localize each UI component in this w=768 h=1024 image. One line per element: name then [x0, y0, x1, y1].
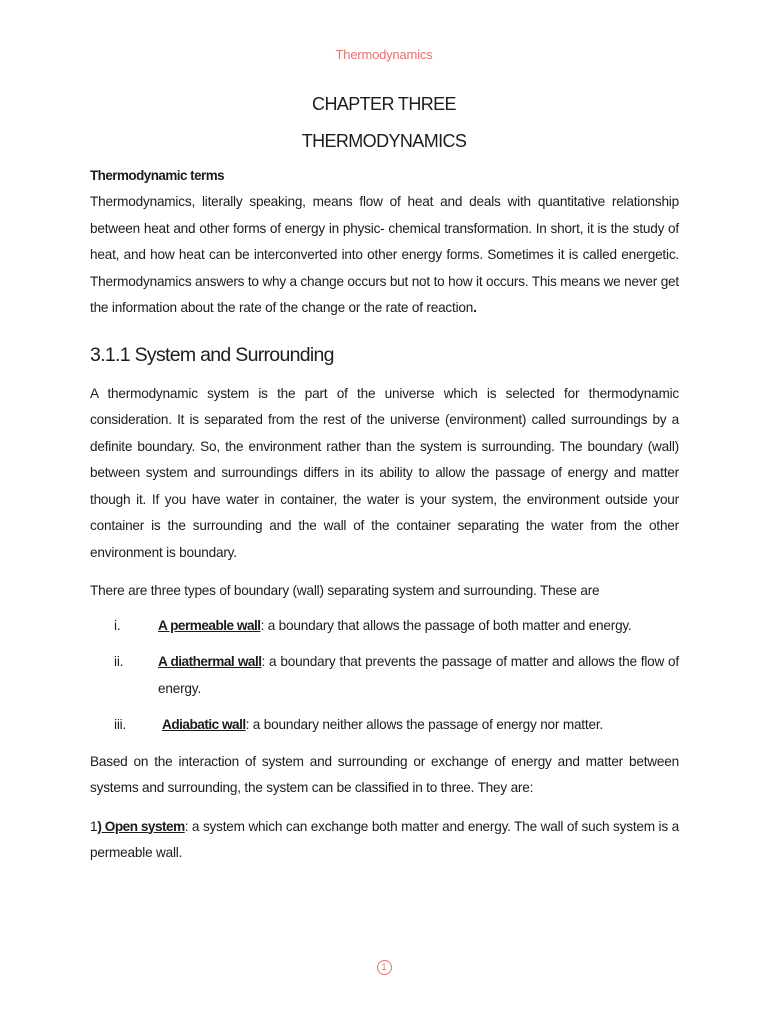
list-number: iii. [114, 717, 127, 732]
list-item [90, 712, 679, 739]
section-heading: 3.1.1 System and Surrounding [90, 343, 334, 366]
list-item [90, 613, 679, 640]
chapter-subtitle: THERMODYNAMICS [301, 131, 467, 151]
intro-paragraph-text: Thermodynamics, literally speaking, means flow of heat and deals with quantitative relationship between heat and other forms of energy in physic- chemical transformation. In short, it is the study of heat, and how heat can be interconverted into other energy forms. Sometimes it is called energetic. Thermodynamics answers to why a change occurs but not to how it occurs. This means we never get the information about the rate of the change or the rate of reaction [90, 194, 679, 315]
list-text [158, 712, 679, 739]
definition-permeable-wall: : a boundary that allows the passage of both matter and energy. [260, 617, 632, 633]
list-number: ii. [114, 654, 124, 669]
intro-paragraph [90, 189, 679, 322]
running-header: Thermodynamics [335, 47, 433, 62]
open-system-number: 1 [90, 818, 98, 834]
intro-paragraph-end: . [473, 300, 477, 315]
document-body [90, 163, 679, 867]
list-text [158, 649, 679, 702]
term-open-system: ) Open system [97, 818, 185, 834]
classification-paragraph: Based on the interaction of system and surrounding or exchange of energy and matter between systems and surrounding, the system can be classified in to three. They are: [90, 753, 679, 795]
definition-adiabatic-wall: : a boundary neither allows the passage of energy nor matter. [245, 717, 603, 732]
boundary-list [90, 613, 679, 739]
term-adiabatic-wall: Adiabatic wall [162, 717, 246, 732]
subheading-thermodynamic-terms: Thermodynamic terms [90, 168, 225, 183]
page-number-circle: 1 [377, 960, 392, 975]
system-paragraph: A thermodynamic system is the part of the universe which is selected for thermodynamic consideration. It is separated from the rest of the universe (environment) called surroundings by a definite boundary. So, the environment rather than the system is surrounding. The boundary (wall) between system and surroundings differs in its ability to allow the passage of energy and matter though it. If you have water in container, the water is your system, the environment outside your container is the surrounding and the wall of the container separating the water from the other environment is boundary. [90, 385, 679, 560]
term-permeable-wall: A permeable wall [158, 617, 261, 633]
chapter-title: CHAPTER THREE [312, 94, 456, 114]
list-text [158, 613, 679, 640]
definition-diathermal-wall: : a boundary that prevents the passage of matter and allows the flow of energy. [158, 654, 679, 696]
list-item [90, 649, 679, 702]
open-system-paragraph [90, 814, 679, 867]
term-diathermal-wall: A diathermal wall [158, 654, 262, 669]
definition-open-system: : a system which can exchange both matter and energy. The wall of such system is a permeable wall. [90, 818, 679, 860]
list-number: i. [114, 617, 121, 633]
page-number [0, 960, 768, 975]
boundary-types-intro: There are three types of boundary (wall) separating system and surrounding. These are [90, 583, 600, 598]
